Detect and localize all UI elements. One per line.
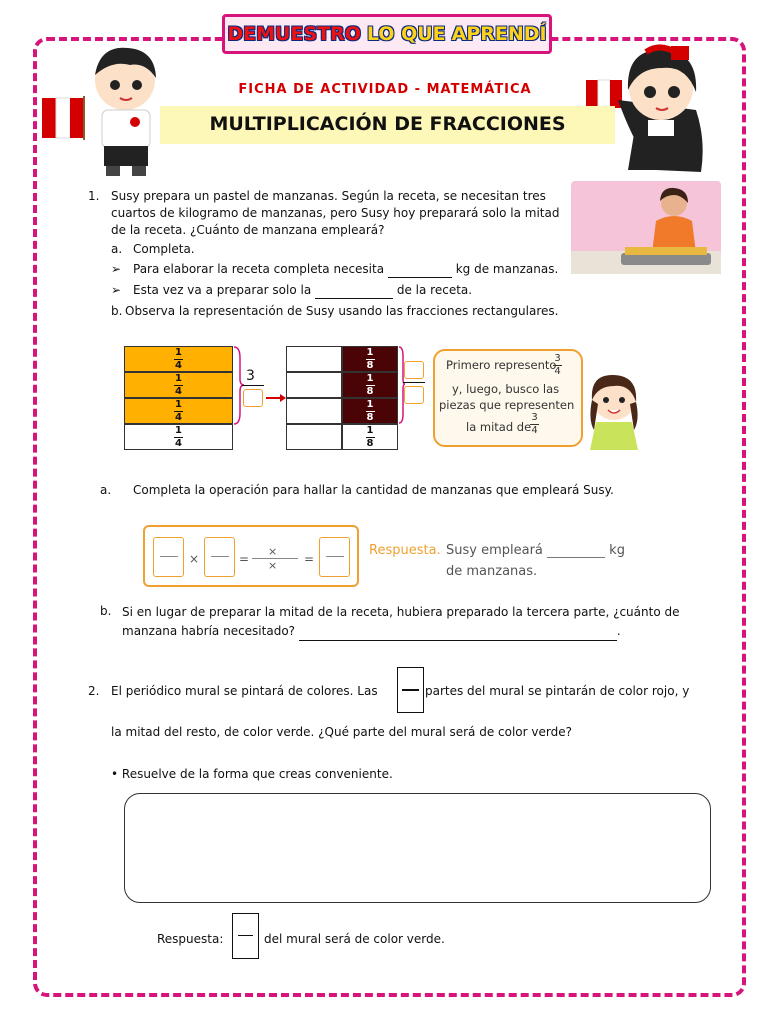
activity-subtitle: FICHA DE ACTIVIDAD - MATEMÁTICA [238, 82, 532, 97]
kg-unit: kg [609, 543, 625, 558]
bubble-line-1: Primero represento [446, 358, 557, 372]
kg-answer-blank[interactable] [388, 277, 452, 278]
fraction-answer-blank[interactable] [315, 298, 393, 299]
quarter-piece: 1 4 [124, 372, 233, 398]
girl-thinking-illustration [578, 370, 648, 450]
b2-answer-blank[interactable] [299, 640, 617, 641]
denominator-input[interactable] [243, 389, 263, 407]
brace-numerator: 3 [246, 368, 255, 384]
q2-answer-input[interactable] [232, 913, 259, 959]
empty-eighth [286, 424, 342, 450]
white-eighth: 1 8 [342, 424, 398, 450]
result-input[interactable] [319, 537, 350, 577]
shaded-eighth: 1 8 [342, 398, 398, 424]
b2-label: b. [100, 604, 112, 618]
b2-question: Si en lugar de preparar la mitad de la receta, hubiera preparado la tercera parte, ¿cuánto de manzana habría necesitado? . [122, 603, 682, 641]
numerator-input[interactable] [404, 361, 424, 379]
bubble-fraction: 3 4 [554, 353, 561, 377]
respuesta-line-1 [446, 543, 625, 558]
red-arrow-icon [266, 393, 286, 403]
bubble-fraction: 3 4 [531, 412, 538, 436]
bubble-line-2: y, luego, busco las [452, 382, 560, 396]
girl-baking-photo [571, 181, 721, 274]
q1-a-label: a. [111, 242, 123, 256]
fraction-bar-line [402, 689, 419, 691]
times-sign: × [189, 552, 200, 566]
boy-flag-illustration [40, 40, 180, 180]
q1-b-text: Observa la representación de Susy usando las fracciones rectangulares. [125, 304, 559, 318]
q1-bullet-1 [133, 261, 558, 278]
equals-sign: = [239, 552, 250, 566]
q2-text-line-2: la mitad del resto, de color verde. ¿Qué parte del mural será de color verde? [111, 725, 572, 739]
times-sign: × [268, 545, 278, 558]
times-sign: × [268, 559, 278, 572]
fraction-bar-line [403, 382, 425, 383]
bullet2-post-text: de la receta. [396, 283, 473, 297]
quarter-piece: 1 4 [124, 398, 233, 424]
bullet2-pre-text: Esta vez va a preparar solo la [133, 283, 312, 297]
respuesta-label: Respuesta. [369, 543, 441, 558]
op-label: a. [100, 483, 112, 497]
bullet1-pre-text: Para elaborar la receta completa necesita [133, 262, 385, 276]
fraction-bar-line [242, 385, 264, 386]
quarter-piece: 1 4 [124, 346, 233, 372]
q2-respuesta-text: del mural será de color verde. [264, 932, 445, 946]
q2-text-pre: El periódico mural se pintará de colores. Las [111, 684, 378, 698]
q1-bullet-2 [133, 282, 472, 299]
fraction-bar-line [326, 556, 344, 557]
small-brace-icon [398, 346, 406, 424]
operand-2-input[interactable] [204, 537, 235, 577]
q2-respuesta-label: Respuesta: [157, 932, 224, 946]
operand-1-input[interactable] [153, 537, 184, 577]
quarters-fraction-bar [124, 346, 233, 450]
respuesta-line-2: de manzanas. [446, 564, 538, 579]
q1-text: Susy prepara un pastel de manzanas. Según la receta, se necesitan tres cuartos de kilogramo de manzanas, pero Susy hoy preparará solo la mitad de la receta. ¿Cuánto de manzana empleará? [111, 189, 560, 237]
fraction-bar-line [211, 556, 229, 557]
arrow-bullet-icon: ➢ [111, 262, 122, 276]
brace-icon [233, 346, 245, 426]
respuesta-text: Susy empleará [446, 543, 543, 558]
header-word-1: DEMUESTRO [227, 23, 361, 45]
denominator-input[interactable] [404, 386, 424, 404]
work-area-box[interactable] [124, 793, 711, 903]
q2-number: 2. [88, 684, 100, 698]
op-instruction: Completa la operación para hallar la cantidad de manzanas que empleará Susy. [133, 483, 614, 497]
equals-sign: = [304, 552, 315, 566]
empty-eighth [286, 346, 342, 372]
shaded-eighth: 1 8 [342, 372, 398, 398]
kg-blank[interactable] [547, 557, 605, 558]
q1-number: 1. [88, 189, 100, 203]
fraction-bar-line [160, 556, 178, 557]
fraction-bar-line [238, 935, 253, 936]
eighths-fraction-grid [286, 346, 398, 450]
page-title: MULTIPLICACIÓN DE FRACCIONES [209, 113, 566, 135]
quarter-piece: 1 4 [124, 424, 233, 450]
q2-text-post: partes del mural se pintarán de color rojo, y [425, 684, 690, 698]
header-word-2: LO QUE [366, 23, 446, 45]
b2-text: Si en lugar de preparar la mitad de la receta, hubiera preparado la tercera parte, ¿cuánto de manzana habría necesitado? [122, 605, 680, 638]
bullet1-post-text: kg de manzanas. [455, 262, 559, 276]
q2-instruction: • Resuelve de la forma que creas conveniente. [111, 767, 393, 781]
header-badge [222, 14, 552, 54]
arrow-bullet-icon: ➢ [111, 283, 122, 297]
empty-eighth [286, 372, 342, 398]
bubble-line-3: piezas que representen [439, 398, 575, 412]
empty-eighth [286, 398, 342, 424]
header-word-3: APRENDÍ [451, 23, 547, 45]
q1-b-label: b. [111, 304, 123, 318]
shaded-eighth: 1 8 [342, 346, 398, 372]
q1-a-text: Completa. [133, 242, 195, 256]
bubble-line-4: la mitad de [466, 420, 532, 434]
